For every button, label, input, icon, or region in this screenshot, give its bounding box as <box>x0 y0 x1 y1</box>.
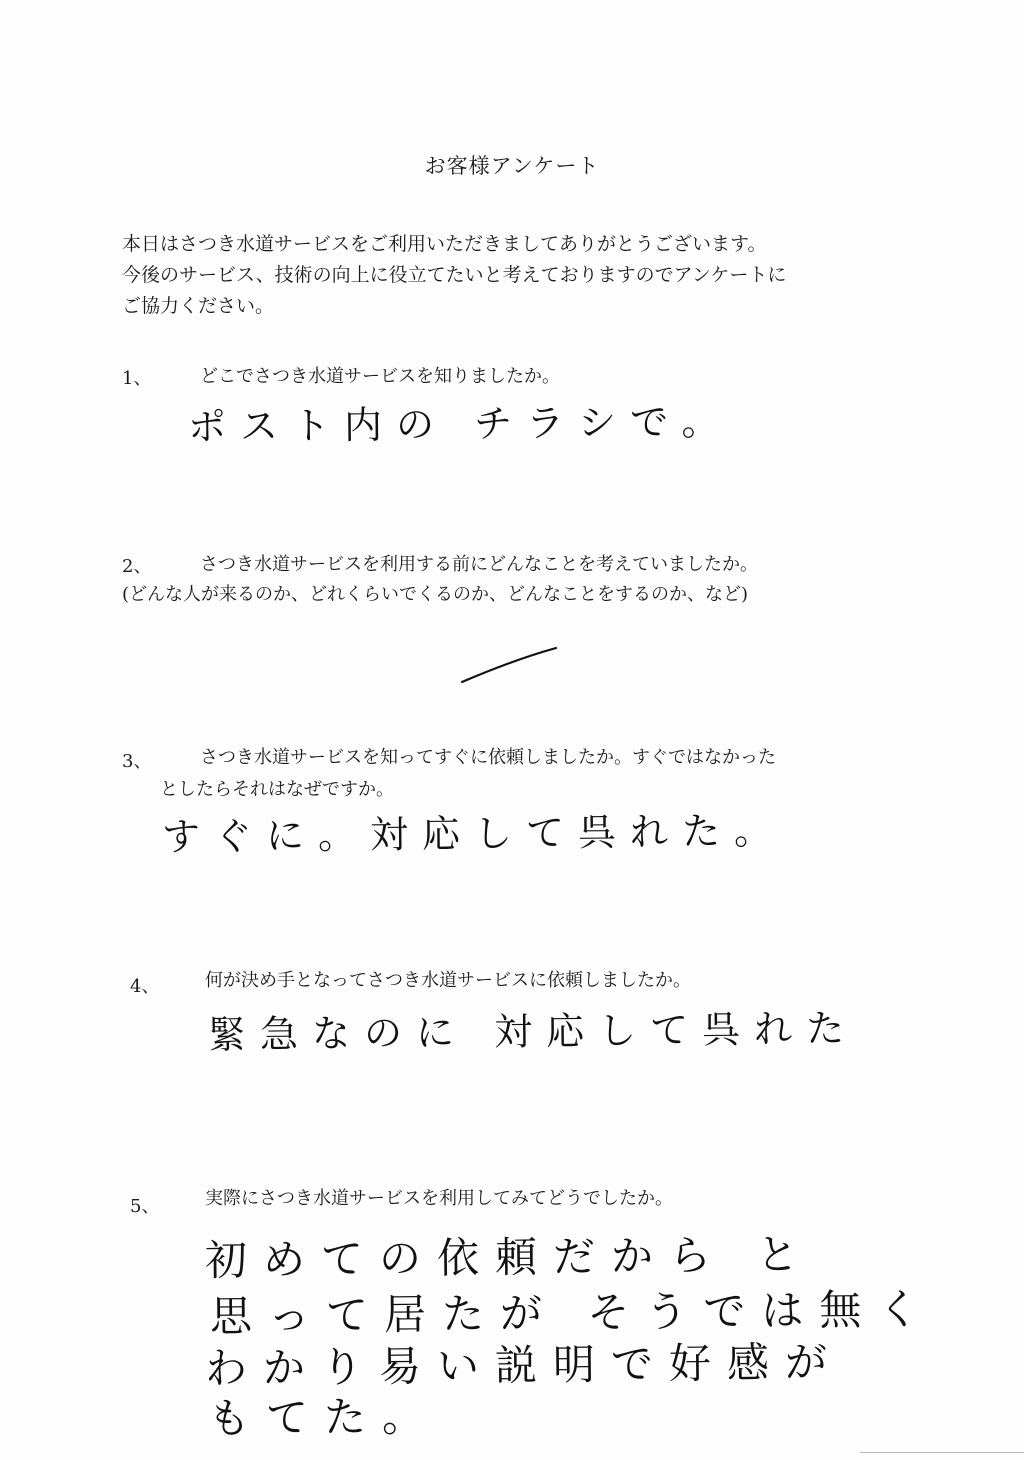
question-5-number: 5、 <box>130 1196 160 1217</box>
question-2-text: さつき水道サービスを利用する前にどんなことを考えていましたか。 <box>200 554 758 575</box>
question-2-subtext: (どんな人が来るのか、どれくらいでくるのか、どんなことをするのか、など) <box>122 584 749 605</box>
answer-5-handwriting-line-1: 初めての依頼だから と <box>204 1229 815 1285</box>
question-2-number: 2、 <box>122 556 152 577</box>
question-1-number: 1、 <box>122 368 152 389</box>
answer-5-handwriting-line-3: わかり易い説明で好感が <box>204 1337 844 1393</box>
answer-1-handwriting: ポスト内の チラシで。 <box>187 399 734 449</box>
answer-5-handwriting-line-2: 思って居たが そうでは無く <box>209 1284 936 1341</box>
question-3-text: さつき水道サービスを知ってすぐに依頼しましたか。すぐではなかった <box>200 747 776 768</box>
intro-line-3: ご協力ください。 <box>122 295 275 317</box>
answer-5-handwriting-line-4: もてた。 <box>207 1391 441 1443</box>
survey-title: お客様アンケート <box>424 154 600 178</box>
scan-edge-line <box>860 1452 1024 1453</box>
question-3-number: 3、 <box>122 751 152 772</box>
answer-2-dash-mark <box>460 640 560 690</box>
intro-line-1: 本日はさつき水道サービスをご利用いただきましてありがとうございます。 <box>122 233 767 255</box>
question-5-text: 実際にさつき水道サービスを利用してみてどうでしたか。 <box>205 1188 673 1209</box>
question-1-text: どこでさつき水道サービスを知りましたか。 <box>200 366 560 387</box>
answer-3-handwriting: すぐに。対応して呉れた。 <box>161 808 787 859</box>
question-4-text: 何が決め手となってさつき水道サービスに依頼しましたか。 <box>205 970 691 991</box>
intro-line-2: 今後のサービス、技術の向上に役立てたいと考えておりますのでアンケートに <box>122 264 787 286</box>
question-4-number: 4、 <box>130 976 160 997</box>
answer-4-handwriting: 緊急なのに 対応して呉れた <box>207 1006 859 1057</box>
question-3-subtext: としたらそれはなぜですか。 <box>160 779 394 800</box>
